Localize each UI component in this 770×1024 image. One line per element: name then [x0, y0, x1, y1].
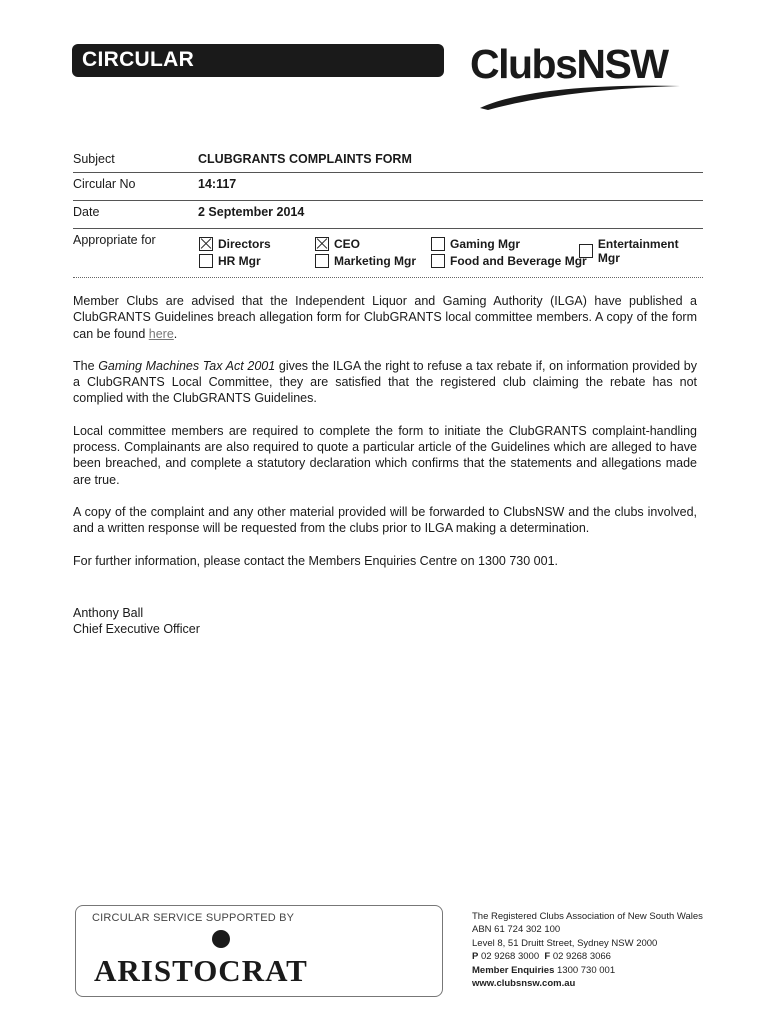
fax-label: F: [544, 951, 551, 963]
paragraph-text: gives the ILGA the right to refuse a tax rebate if, on information provided by a ClubGRANTS Local Committee, they are satisfied that the registered club claiming the rebate has not complied with the ClubGRANTS Guidelines.: [73, 358, 697, 406]
unchecked-box-icon: [431, 254, 445, 268]
checkbox-label: Marketing Mgr: [334, 254, 417, 268]
checkbox-label: Entertainment Mgr: [597, 237, 679, 265]
aristocrat-logo: ARISTOCRAT: [94, 953, 308, 988]
paragraph-4: A copy of the complaint and any other material provided will be forwarded to ClubsNSW and the clubs involved, and a written response will be requested from the clubs prior to ILGA making a determination.: [73, 504, 697, 536]
unchecked-box-icon: [315, 254, 329, 268]
phone-number: 02 9268 3000: [480, 951, 540, 963]
enquiries-label: Member Enquiries: [472, 964, 555, 976]
paragraph-text: The: [73, 358, 99, 373]
enquiries-number: 1300 730 001: [557, 964, 616, 976]
paragraph-3: Local committee members are required to complete the form to initiate the ClubGRANTS complaint-handling process. Complainants are also required to quote a particular article of the Guidelines which are alleged to have been breached, and complete a statutory declaration which confirms that the statements and allegations made are true.: [73, 423, 697, 487]
circular-no-label: Circular No: [73, 177, 136, 191]
sponsor-box: [75, 905, 443, 997]
signatory-name: Anthony Ball: [73, 606, 144, 620]
checkbox-hr-mgr[interactable]: [199, 254, 261, 268]
checkbox-entertainment-mgr[interactable]: [579, 237, 703, 265]
subject-value: CLUBGRANTS COMPLAINTS FORM: [198, 152, 412, 166]
street-address: Level 8, 51 Druitt Street, Sydney NSW 2000: [472, 937, 658, 949]
checkbox-marketing-mgr[interactable]: [315, 254, 416, 268]
date-value: 2 September 2014: [198, 205, 305, 219]
website-link[interactable]: [472, 977, 703, 990]
checkbox-food-beverage-mgr[interactable]: [431, 254, 587, 268]
website-text: www.clubsnsw.com.au: [472, 978, 576, 990]
org-name: The Registered Clubs Association of New South Wales: [472, 911, 703, 922]
unchecked-box-icon: [199, 254, 213, 268]
abn: ABN 61 724 302 100: [472, 924, 561, 936]
contact-details: [472, 910, 703, 990]
phone-fax: [472, 950, 703, 963]
form-link[interactable]: here: [148, 326, 174, 341]
circular-body: [73, 293, 697, 585]
checkbox-label: Directors: [218, 237, 271, 251]
phone-label: P: [472, 951, 479, 963]
appropriate-for-row: [73, 229, 703, 278]
date-row: [73, 201, 703, 229]
circular-banner: [72, 44, 444, 77]
checkbox-label: CEO: [334, 237, 361, 251]
paragraph-1: [73, 293, 697, 342]
fax-number: 02 9268 3066: [552, 951, 611, 963]
checkbox-ceo[interactable]: [315, 237, 360, 251]
checkbox-label: Gaming Mgr: [450, 237, 521, 251]
clubsnsw-logo: [470, 40, 682, 114]
paragraph-text: Member Clubs are advised that the Independent Liquor and Gaming Authority (ILGA) have published a ClubGRANTS Guidelines breach allegation form for ClubGRANTS local committee members. A copy of the form can be found: [73, 294, 697, 341]
subject-row: [73, 148, 703, 173]
paragraph-2: [73, 358, 697, 407]
circular-no-value: 14:117: [198, 177, 237, 191]
date-label: Date: [73, 205, 100, 219]
signatory-title: Chief Executive Officer: [73, 622, 200, 637]
circular-no-row: [73, 173, 703, 201]
unchecked-box-icon: [431, 237, 445, 251]
checked-box-icon: [199, 237, 213, 251]
signature-block: [73, 605, 200, 638]
paragraph-5: For further information, please contact the Members Enquiries Centre on 1300 730 001.: [73, 553, 558, 568]
sponsor-label: CIRCULAR SERVICE SUPPORTED BY: [92, 912, 295, 924]
subject-label: Subject: [73, 152, 115, 166]
act-title: Gaming Machines Tax Act 2001: [98, 358, 276, 373]
checkbox-label: Food and Beverage Mgr: [450, 254, 587, 268]
circular-details: [73, 148, 703, 278]
member-enquiries: [472, 964, 703, 977]
checkbox-directors[interactable]: [199, 237, 271, 251]
checked-box-icon: [315, 237, 329, 251]
checkbox-label: HR Mgr: [218, 254, 261, 268]
logo-swoosh-icon: [478, 82, 683, 112]
punctuation: .: [173, 326, 178, 341]
appropriate-for-label: Appropriate for: [73, 233, 156, 247]
logo-text: ClubsNSW: [470, 41, 668, 87]
checkbox-gaming-mgr[interactable]: [431, 237, 520, 251]
aristocrat-dot-icon: [212, 930, 230, 948]
banner-title: CIRCULAR: [82, 48, 195, 71]
